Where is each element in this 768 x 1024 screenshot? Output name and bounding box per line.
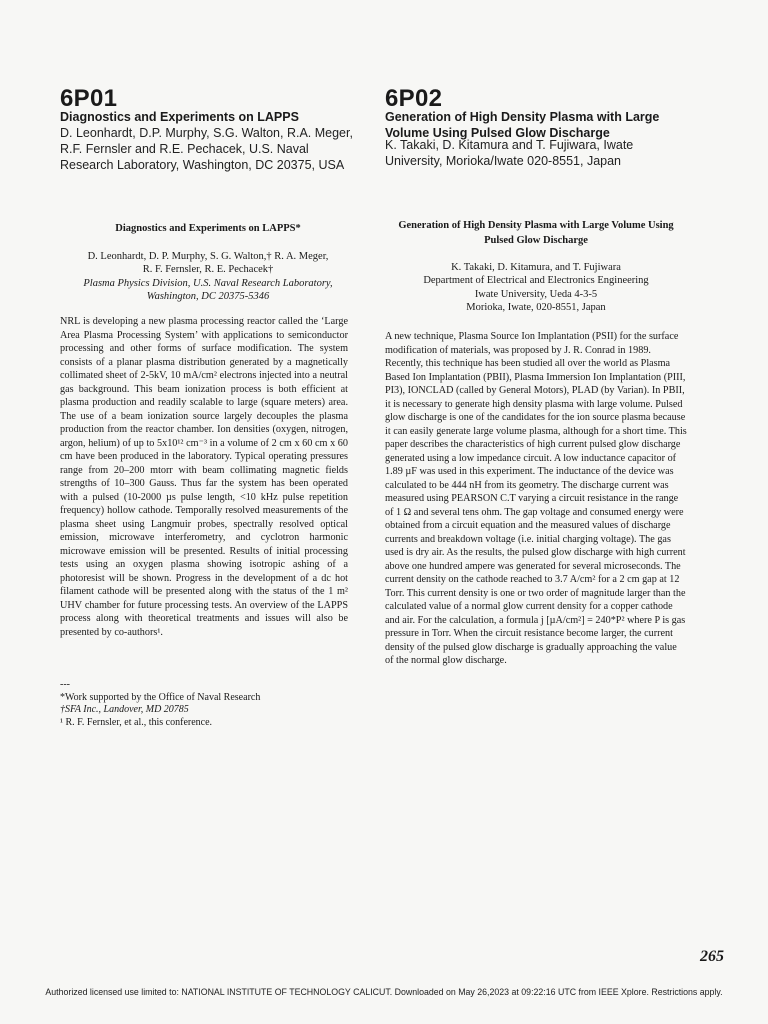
footnote-fernsler: ¹ R. F. Fernsler, et al., this conference.: [60, 716, 213, 728]
abstract-affiliation-line2: Washington, DC 20375-5346: [146, 291, 270, 303]
abstract-authors-line1: D. Leonhardt, D. P. Murphy, S. G. Walton,† R. A. Meger,: [87, 251, 329, 262]
abstract-authors-names: K. Takaki, D. Kitamura, and T. Fujiwara: [451, 262, 621, 273]
footnote-sfa: †SFA Inc., Landover, MD 20785: [60, 704, 189, 715]
abstract-authors-6p02: [385, 261, 687, 315]
paper-code-6p01: 6P01: [60, 85, 118, 112]
abstract-title-6p01: Diagnostics and Experiments on LAPPS*: [115, 223, 301, 234]
abstract-authors-6p01: [60, 250, 356, 304]
paper-code-6p02: 6P02: [385, 85, 443, 112]
abstract-authors-line2: R. F. Fernsler, R. E. Pechacek†: [142, 264, 274, 276]
license-notice: Authorized licensed use limited to: NATIONAL INSTITUTE OF TECHNOLOGY CALICUT. Downloaded on May 26,2023 at 09:22:16 UTC from IEEE Xplore. Restrictions apply.: [45, 987, 723, 997]
header-title-6p01: Diagnostics and Experiments on LAPPS: [60, 110, 299, 124]
abstract-body-6p01: NRL is developing a new plasma processing reactor called the ‘Large Area Plasma Processing System’ with applications to semiconductor processing and other forms of surface modification. The system consists of a planar plasma distribution generated by a magnetically collimated sheet of 2-5kV, 10 mA/cm² electrons injected into a neutral gas background. This beam ionization process is both efficient at plasma production and readily scalable to large (square meters) area. The use of a beam ionization source largely decouples the plasma production from the reactor chamber. Ion densities (oxygen, nitrogen, argon, helium) of up to 5x10¹² cm⁻³ in a volume of 2 cm x 60 cm x 60 cm have been produced in the laboratory. Typical operating pressures range from 20–200 mtorr with beam collimating magnetic fields strengths of 10–300 Gauss. Thus far the system has been operated with a pulsed (10-2000 µs pulse length, <10 kHz pulse repetition frequency) hollow cathode. Temporally resolved measurements of the plasma sheet using Langmuir probes, spectrally resolved optical emission, microwave interferometry, and cyclotron harmonic microwave emission will be presented. Results of initial processing tests using an oxygen plasma showing isotropic ashing of a photoresist will be shown. Progress in the development of a dc hot filament cathode will be presented along with the status of the 1 m² UHV chamber for future processing tests. An overview of the LAPPS process along with theoretical treatments and issues will also be presented by co-authors¹.: [60, 316, 348, 638]
footnotes-6p01: [60, 679, 356, 729]
header-authors-6p02: K. Takaki, D. Kitamura and T. Fujiwara, Iwate University, Morioka/Iwate 020-8551, Japan: [385, 138, 634, 168]
abstract-affiliation-line1: Plasma Physics Division, U.S. Naval Research Laboratory,: [83, 277, 333, 289]
affiliation-line2: Iwate University, Ueda 4-3-5: [474, 288, 598, 300]
footnote-onr: *Work supported by the Office of Naval Research: [60, 691, 261, 703]
affiliation-line1: Department of Electrical and Electronics Engineering: [423, 275, 649, 287]
header-authors-6p01: D. Leonhardt, D.P. Murphy, S.G. Walton, R.A. Meger, R.F. Fernsler and R.E. Pechacek, U.S. Naval Research Laboratory, Washington, DC 20375, USA: [60, 126, 353, 172]
abstract-body-6p02: A new technique, Plasma Source Ion Implantation (PSII) for the surface modification of materials, was proposed by J. R. Conrad in 1989. Recently, this technique has been studied all over the world as Plasma Based Ion Implantation (PBII), Plasma Immersion Ion Implantation (PIII, PI3), IONCLAD (called by General Motors), PLAD (by Varian). In PBII, it is necessary to generate high density plasma with large volume. Pulsed glow discharge is one of the candidates for the ion source plasma because it can easily generate large volume plasma, although for a short time. This paper describes the characteristics of high current pulsed glow discharge generated using a low impedance circuit. A low inductance capacitor of 1.89 µF was used in this experiment. The inductance of the device was calculated to be 444 nH from its geometry. The discharge current was measured using PEARSON C.T varying a circuit resistance in the range of 1 Ω and several tens ohm. The gap voltage and consumed energy were obtained from a circuit equation and the measured values of discharge currents and breakdown voltage (i.e. initial charging voltage). The gas used is dry air. As the results, the pulsed glow discharge with high current above one hundred ampere was generated for several microseconds. The current density on the cathode reached to 3.7 A/cm² for a 2 cm gap at 12 Torr. This current density is one or two order of magnitude larger than the calculated value of a normal glow current density for a copper cathode and air. For the calculation, a formula j [µA/cm²] = 240*P² where P is gas pressure in Torr. When the circuit resistance become larger, the current density of the pulsed glow discharge is gradually approaching the value of the normal glow discharge.: [385, 331, 687, 666]
affiliation-line3: Morioka, Iwate, 020-8551, Japan: [466, 302, 606, 314]
footnote-separator: ---: [60, 679, 70, 690]
page-number: 265: [700, 948, 724, 965]
abstract-title-6p02: Generation of High Density Plasma with Large Volume Using Pulsed Glow Discharge: [398, 220, 674, 246]
header-title-6p02: Generation of High Density Plasma with Large Volume Using Pulsed Glow Discharge: [385, 110, 660, 140]
